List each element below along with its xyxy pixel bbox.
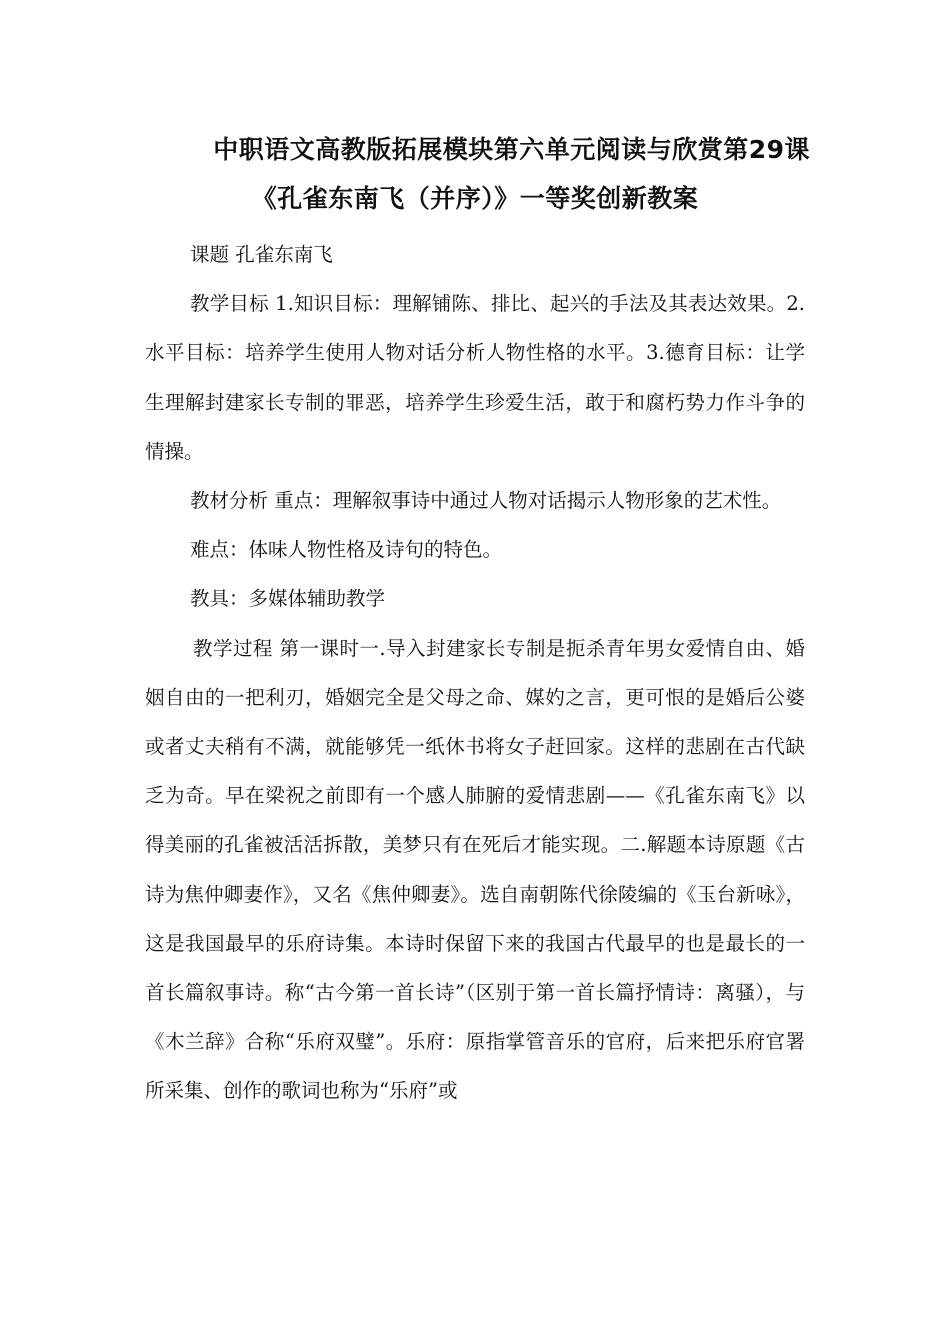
document-title-line-2: 《孔雀东南飞（并序）》一等奖创新教案	[251, 184, 699, 213]
paragraph-teaching-aids: 教具：多媒体辅助教学	[190, 587, 386, 611]
document-body	[145, 230, 805, 1116]
paragraph-difficulties: 难点：体味人物性格及诗句的特色。	[190, 538, 503, 562]
paragraph-lesson-topic: 课题 孔雀东南飞	[190, 243, 333, 266]
document-title-line-1: 中职语文高教版拓展模块第六单元阅读与欣赏第29课	[213, 135, 810, 164]
paragraph-teaching-process: 教学过程 第一课时一.导入封建家长专制是扼杀青年男女爱情自由、婚姻自由的一把利刃，婚姻完全是父母之命、媒妁之言，更可恨的是婚后公婆或者丈夫稍有不满，就能够凭一纸休书将女子赶回家。这样的悲剧在古代缺乏为奇。早在梁祝之前即有一个感人肺腑的爱情悲剧——《孔雀东南飞》以得美丽的孔雀被活活拆散，美梦只有在死后才能实现。二.解题本诗原题《古诗为焦仲卿妻作》，又名《焦仲卿妻》。选自南朝陈代徐陵编的《玉台新咏》，这是我国最早的乐府诗集。本诗时保留下来的我国古代最早的也是最长的一首长篇叙事诗。称“古今第一首长诗”（区别于第一首长篇抒情诗：离骚），与《木兰辞》合称“乐府双璧”。乐府：原指掌管音乐的官府，后来把乐府官署所采集、创作的歌词也称为“乐府”或	[145, 636, 805, 1103]
paragraph-material-analysis: 教材分析 重点：理解叙事诗中通过人物对话揭示人物形象的艺术性。	[190, 489, 782, 513]
paragraph-teaching-objectives: 教学目标 1.知识目标：理解铺陈、排比、起兴的手法及其表达效果。2.水平目标：培养学生使用人物对话分析人物性格的水平。3.德育目标：让学生理解封建家长专制的罪恶，培养学生珍爱生活，敢于和腐朽势力作斗争的情操。	[145, 292, 805, 463]
